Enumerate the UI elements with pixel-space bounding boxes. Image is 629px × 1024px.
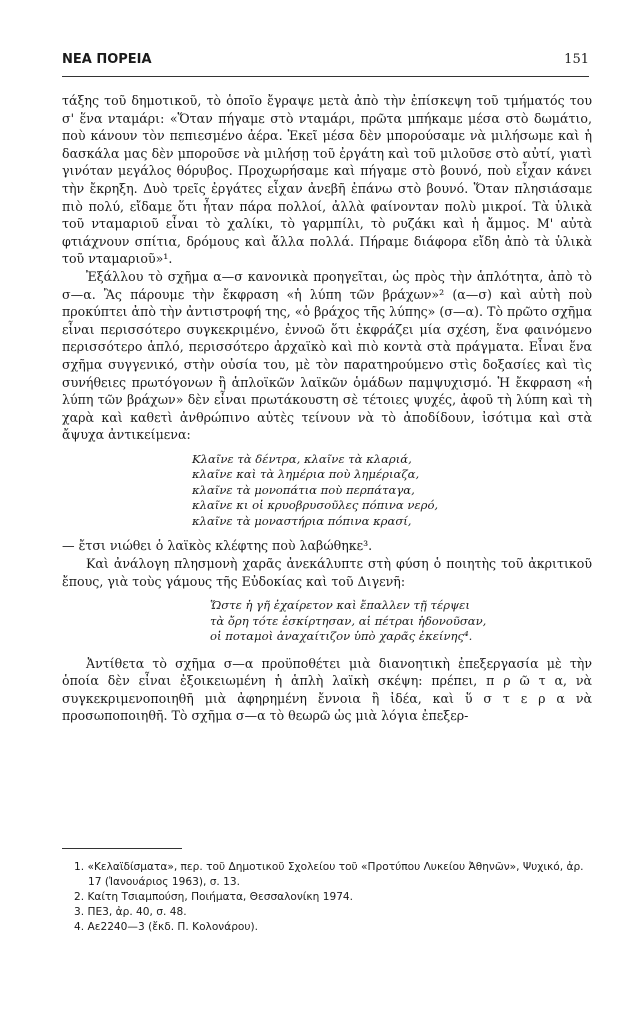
folk-song-quote <box>192 452 592 530</box>
footnote-2: 2. Καίτη Τσιαμπούση, Ποιήματα, Θεσσαλονίκη 1974. <box>74 891 354 903</box>
poem-line: κλαῖνε τὰ μοναστήρια πόπινα κρασί, <box>192 513 412 528</box>
paragraph-2: Ἐξάλλου τὸ σχῆμα α—σ κανονικὰ προηγεῖται, ὡς πρὸς τὴν ἁπλότητα, ἀπὸ τὸ σ—α. Ἂς πάρουμε τὴν ἔκφραση «ἡ λύπη τῶν βράχων»² (α—σ) καὶ αὐτὴ ποὺ προκύπτει ἀπὸ τὴν ἀντιστροφή της, «ὁ βράχος τῆς λύπης» (σ—α). Τὸ πρῶτο σχῆμα εἶναι περισσότερο συγκεκριμένο, ἐννοῶ ὅτι ἐκφράζει μία σχέση, ἕνα φαινόμενο περισσότερο ἁπλό, περισσότερο ἀρχαϊκὸ καὶ πιὸ κοντὰ στὰ πράγματα. Εἶναι ἕνα σχῆμα συγγενικό, στὴν οὐσία του, μὲ τὸν παρατηρούμενο στὶς δοξασίες καὶ τὶς συνήθειες πρωτόγονων ἢ ἁπλοϊκῶν λαϊκῶν ὁμάδων παμψυχισμό. Ἡ ἔκφραση «ἡ λύπη τῶν βράχων» δὲν εἶναι πρωτάκουστη σὲ τέτοιες ψυχές, ἀφοῦ τὴ λύπη καὶ τὴ χαρὰ καὶ καθετὶ ἀνθρώπινο αὐτὲς τείνουν νὰ τὸ ἀποδίδουν, ἰσότιμα καὶ στὰ ἄψυχα ἀντικείμενα: <box>62 268 592 443</box>
footnotes <box>62 860 592 935</box>
digenis-quote <box>210 598 592 645</box>
footnote-rule <box>62 848 182 849</box>
footnote-4: 4. Αε2240—3 (ἔκδ. Π. Κολονάρου). <box>74 921 259 933</box>
quote-line: οἱ ποταμοὶ ἀναχαίτιζον ὑπὸ χαρᾶς ἐκείνης⁴. <box>210 629 473 644</box>
poem-line: κλαῖνε καὶ τὰ λημέρια ποὺ λημέριαζα, <box>192 467 420 482</box>
poem-line: κλαῖνε τὰ μονοπάτια ποὺ περπάταγα, <box>192 482 415 497</box>
footnote-1: 1. «Κελαϊδίσματα», περ. τοῦ Δημοτικοῦ Σχολείου τοῦ «Προτύπου Λυκείου Ἀθηνῶν», Ψυχικό, ἀρ. 17 (Ἰανουάριος 1963), σ. 13. <box>74 861 584 888</box>
page-number: 151 <box>564 52 589 67</box>
paragraph-5: Ἀντίθετα τὸ σχῆμα σ—α προϋποθέτει μιὰ διανοητικὴ ἐπεξεργασία μὲ τὴν ὁποία δὲν εἶναι ἐξοικειωμένη ἡ ἁπλὴ λαϊκὴ σκέψη: πρέπει, π ρ ῶ τ α, νὰ συγκεκριμενοποιηθῆ μιὰ ἀφηρημένη ἔννοια ἢ ἰδέα, καὶ ὕ σ τ ε ρ α νὰ προσωποποιηθῆ. Τὸ σχῆμα σ—α τὸ θεωρῶ ὡς μιὰ λόγια ἐπεξερ- <box>62 655 592 724</box>
poem-line: κλαῖνε κι οἱ κρυοβρυσοῦλες πόπινα νερό, <box>192 498 439 513</box>
header-rule <box>62 76 589 77</box>
paragraph-1: τάξης τοῦ δημοτικοῦ, τὸ ὁποῖο ἔγραψε μετὰ ἀπὸ τὴν ἐπίσκεψη τοῦ τμήματός του σ' ἕνα νταμάρι: «Ὅταν πήγαμε στὸ νταμάρι, πρῶτα μπήκαμε μέσα στὸ δωμάτιο, ποὺ κάνουν τὸν πεπιεσμένο ἀέρα. Ἐκεῖ μέσα δὲν μπορούσαμε νὰ μιλήσωμε καὶ ἡ δασκάλα μας δὲν μποροῦσε νὰ μιλήσῃ τοῦ ἐργάτη καὶ τοῦ μιλοῦσε στὸ αὐτί, γιατὶ γινόταν μεγάλος θόρυβος. Προχωρήσαμε καὶ πήγαμε στὸ βουνό, ποὺ εἶχαν κάνει τὴν ἔκρηξη. Δυὸ τρεῖς ἐργάτες εἶχαν ἀνεβῆ ἐπάνω στὸ βουνό. Ὅταν πλησιάσαμε πιὸ πολύ, εἴδαμε ὅτι ἦταν πάρα πολλοί, ἀλλὰ φαίνονταν πολὺ μικροί. Τὰ ὑλικὰ τοῦ νταμαριοῦ εἶναι τὸ χαλίκι, τὸ γαρμπίλι, τὸ ρυζάκι καὶ ἡ ἄμμος. Μ' αὐτὰ φτιάχνουν σπίτια, δρόμους καὶ ἄλλα πολλά. Πήραμε διάφορα εἴδη ἀπὸ τὰ ὑλικὰ τοῦ νταμαριοῦ»¹. <box>62 93 592 267</box>
paragraph-3: — ἔτσι νιώθει ὁ λαϊκὸς κλέφτης ποὺ λαβώθηκε³. <box>62 538 373 554</box>
quote-line: Ὥστε ἡ γῆ ἐχαίρετον καὶ ἔπαλλεν τῇ τέρψει <box>210 598 470 613</box>
main-text <box>62 92 592 725</box>
quote-line: τὰ ὄρη τότε ἐσκίρτησαν, αἱ πέτραι ἠδονοῦσαν, <box>210 613 487 628</box>
footnote-3: 3. ΠΕ3, ἀρ. 40, σ. 48. <box>74 906 187 918</box>
poem-line: Κλαῖνε τὰ δέντρα, κλαῖνε τὰ κλαριά, <box>192 451 412 466</box>
running-header <box>62 52 589 72</box>
journal-title: ΝΕΑ ΠΟΡΕΙΑ <box>62 52 152 67</box>
paragraph-4: Καὶ ἀνάλογη πλησμονὴ χαρᾶς ἀνεκάλυπτε στὴ φύση ὁ ποιητὴς τοῦ ἀκριτικοῦ ἔπους, γιὰ τοὺς γάμους τῆς Εὐδοκίας καὶ τοῦ Διγενῆ: <box>62 555 592 589</box>
